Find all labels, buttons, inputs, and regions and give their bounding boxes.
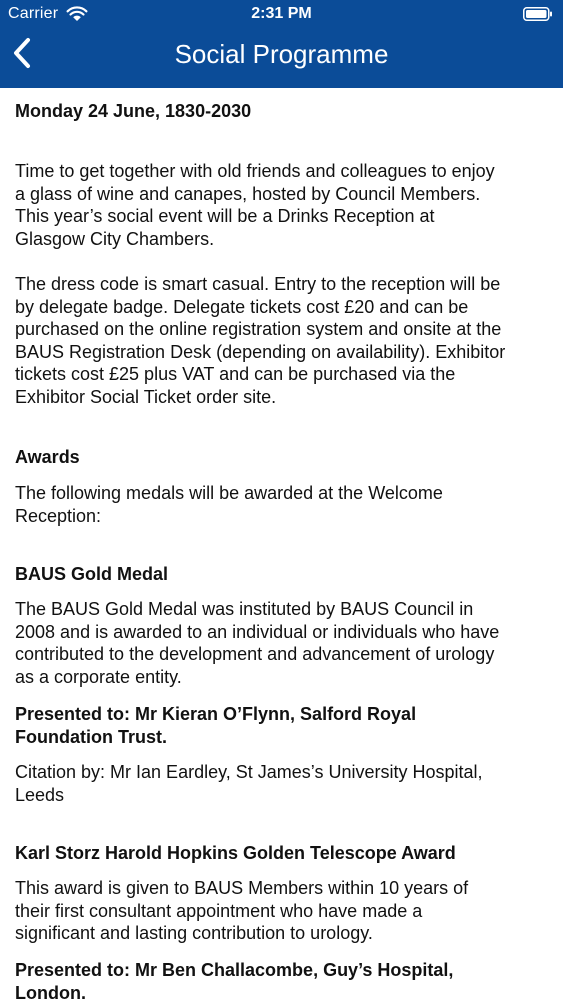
intro-line: This year’s social event will be a Drinks Reception at [15,206,435,227]
clock: 2:31 PM [251,5,312,22]
gold-medal-description [15,598,499,688]
intro-line: Time to get together with old friends and colleagues to enjoy [15,161,495,181]
gold-medal-line: The BAUS Gold Medal was instituted by BAUS Council in [15,599,474,619]
header-bar [0,0,563,88]
gold-medal-line: 2008 and is awarded to an individual or individuals who have [15,621,500,642]
gold-medal-citation [15,761,483,806]
awards-intro-line: Reception: [15,505,102,526]
presented-line: London. [15,982,86,1003]
date-heading: Monday 24 June, 1830-2030 [15,101,252,121]
gold-medal-line: as a corporate entity. [15,666,182,687]
telescope-line: their first consultant appointment who have made a [15,900,423,921]
gold-medal-heading: BAUS Gold Medal [15,564,169,584]
telescope-award-description [15,877,468,945]
dress-line: tickets cost £25 plus VAT and can be purchased via the [15,364,456,385]
dress-line: purchased on the online registration system and onsite at the [15,319,502,340]
telescope-line: significant and lasting contribution to urology. [15,923,373,944]
status-bar [0,0,563,28]
carrier-label: Carrier [8,5,59,22]
telescope-award-heading: Karl Storz Harold Hopkins Golden Telescope Award [15,843,456,863]
presented-line: Presented to: Mr Kieran O’Flynn, Salford Royal [15,704,417,724]
gold-medal-presented [15,703,416,748]
dress-line: The dress code is smart casual. Entry to the reception will be [15,274,501,294]
dress-line: BAUS Registration Desk (depending on availability). Exhibitor [15,341,506,362]
telescope-award-presented [15,959,453,1004]
intro-paragraph [15,160,495,250]
dress-line: by delegate badge. Delegate tickets cost £20 and can be [15,296,469,317]
gold-medal-line: contributed to the development and advancement of urology [15,644,495,665]
awards-intro [15,482,443,527]
citation-line: Leeds [15,784,65,805]
telescope-line: This award is given to BAUS Members within 10 years of [15,878,469,898]
citation-line: Citation by: Mr Ian Eardley, St James’s University Hospital, [15,762,483,782]
dress-code-paragraph [15,273,505,409]
dress-line: Exhibitor Social Ticket order site. [15,386,277,407]
presented-line: Presented to: Mr Ben Challacombe, Guy’s Hospital, [15,960,454,980]
battery-icon [523,7,553,21]
intro-line: a glass of wine and canapes, hosted by Council Members. [15,183,481,204]
presented-line: Foundation Trust. [15,726,167,747]
awards-intro-line: The following medals will be awarded at the Welcome [15,483,443,503]
page-title: Social Programme [174,39,389,69]
intro-line: Glasgow City Chambers. [15,228,215,249]
awards-heading: Awards [15,447,80,467]
nav-bar [0,28,563,88]
